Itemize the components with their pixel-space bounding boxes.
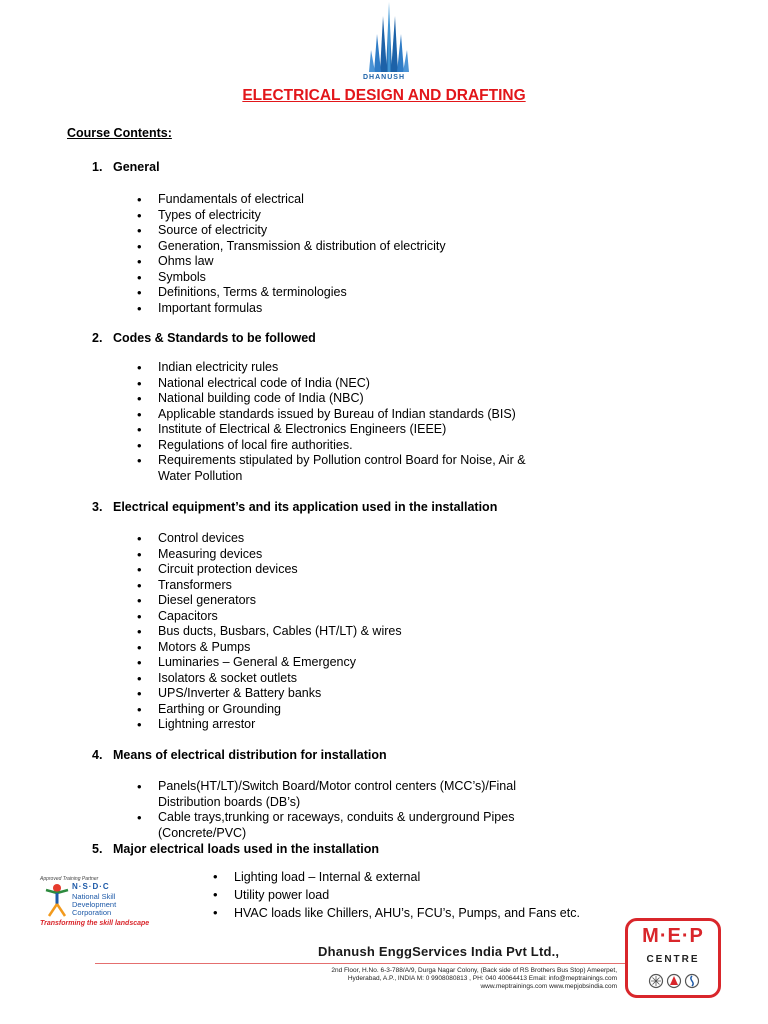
section-title: Electrical equipment’s and its application used in the installation — [113, 500, 498, 514]
mep-service-icons — [648, 973, 700, 989]
list-item: • Measuring devices — [137, 547, 557, 563]
mep-wordmark: M·E·P — [642, 925, 704, 947]
list-item: • HVAC loads like Chillers, AHU’s, FCU’s, Pumps, and Fans etc. — [213, 904, 613, 922]
section-number: 5. — [92, 842, 103, 856]
list-item: • Capacitors — [137, 609, 557, 625]
document-title: ELECTRICAL DESIGN AND DRAFTING — [242, 87, 526, 104]
section-number: 4. — [92, 748, 103, 762]
list-item: • Source of electricity — [137, 223, 557, 239]
list-item: • UPS/Inverter & Battery banks — [137, 686, 557, 702]
list-item: • Earthing or Grounding — [137, 702, 557, 718]
list-item: • Bus ducts, Busbars, Cables (HT/LT) & wires — [137, 624, 557, 640]
section-2-heading — [92, 331, 316, 345]
list-item: • Panels(HT/LT)/Switch Board/Motor control centers (MCC’s)/Final Distribution boards (DB’s) — [137, 779, 547, 810]
list-item: • Generation, Transmission & distribution of electricity — [137, 239, 557, 255]
nsdc-tagline: Transforming the skill landscape — [40, 920, 150, 927]
list-item: • Symbols — [137, 270, 557, 286]
section-4-heading — [92, 748, 387, 762]
section-number: 1. — [92, 160, 103, 174]
list-item: • Institute of Electrical & Electronics Engineers (IEEE) — [137, 422, 537, 438]
company-name: Dhanush EnggServices India Pvt Ltd., — [318, 944, 560, 959]
list-item: • Motors & Pumps — [137, 640, 557, 656]
list-item: • Definitions, Terms & terminologies — [137, 285, 557, 301]
section-1-heading — [92, 160, 160, 174]
section-number: 3. — [92, 500, 103, 514]
list-item: • Control devices — [137, 531, 557, 547]
company-address — [205, 967, 617, 991]
list-item: • Circuit protection devices — [137, 562, 557, 578]
list-item: • Indian electricity rules — [137, 360, 537, 376]
address-line: www.meptrainings.com www.mepjobsindia.com — [480, 983, 617, 990]
section-3-heading — [92, 500, 497, 514]
list-item: • National electrical code of India (NEC) — [137, 376, 537, 392]
list-item: • Fundamentals of electrical — [137, 192, 557, 208]
section-1-list — [137, 192, 557, 316]
address-line: Hyderabad, A.P., INDIA M: 0 9908080813 , PH: 040 40064413 Email: info@meptrainings.com — [347, 975, 617, 982]
dhanush-tower-logo — [365, 2, 413, 84]
nsdc-approved-text: Approved Training Partner — [40, 876, 99, 882]
section-number: 2. — [92, 331, 103, 345]
list-item: • Isolators & socket outlets — [137, 671, 557, 687]
section-5-heading — [92, 842, 379, 856]
list-item: • Utility power load — [213, 886, 613, 904]
list-item: • Luminaries – General & Emergency — [137, 655, 557, 671]
list-item: • Requirements stipulated by Pollution control Board for Noise, Air & Water Pollution — [137, 453, 537, 484]
list-item: • Diesel generators — [137, 593, 557, 609]
mep-centre-label: CENTRE — [646, 954, 700, 965]
address-line: 2nd Floor, H.No. 6-3-788/A/9, Durga Nagar Colony, (Back side of RS Brothers Bus Stop) Ameerpet, — [331, 967, 617, 974]
section-5-list — [213, 868, 613, 922]
section-title: Major electrical loads used in the installation — [113, 842, 380, 856]
section-4-list — [137, 779, 547, 841]
mep-centre-logo — [625, 918, 721, 998]
brand-wordmark: DHANUSH — [363, 74, 405, 81]
list-item: • Applicable standards issued by Bureau of Indian standards (BIS) — [137, 407, 537, 423]
list-item: • Ohms law — [137, 254, 557, 270]
section-title: Means of electrical distribution for installation — [113, 748, 387, 762]
course-contents-heading: Course Contents: — [67, 126, 172, 140]
nsdc-full-name: National Skill Development Corporation — [72, 892, 117, 917]
list-item: • Types of electricity — [137, 208, 557, 224]
list-item: • Important formulas — [137, 301, 557, 317]
section-title: Codes & Standards to be followed — [113, 331, 316, 345]
list-item: • National building code of India (NBC) — [137, 391, 537, 407]
list-item: • Cable trays,trunking or raceways, conduits & underground Pipes (Concrete/PVC) — [137, 810, 547, 841]
list-item: • Lightning arrestor — [137, 717, 557, 733]
footer-divider — [95, 963, 625, 964]
nsdc-figure-icon — [42, 882, 72, 918]
section-title: General — [113, 160, 160, 174]
section-2-list — [137, 360, 537, 484]
nsdc-logo — [38, 876, 148, 934]
list-item: • Lighting load – Internal & external — [213, 868, 613, 886]
list-item: • Transformers — [137, 578, 557, 594]
section-3-list — [137, 531, 557, 733]
nsdc-acronym: N·S·D·C — [72, 882, 110, 891]
list-item: • Regulations of local fire authorities. — [137, 438, 537, 454]
